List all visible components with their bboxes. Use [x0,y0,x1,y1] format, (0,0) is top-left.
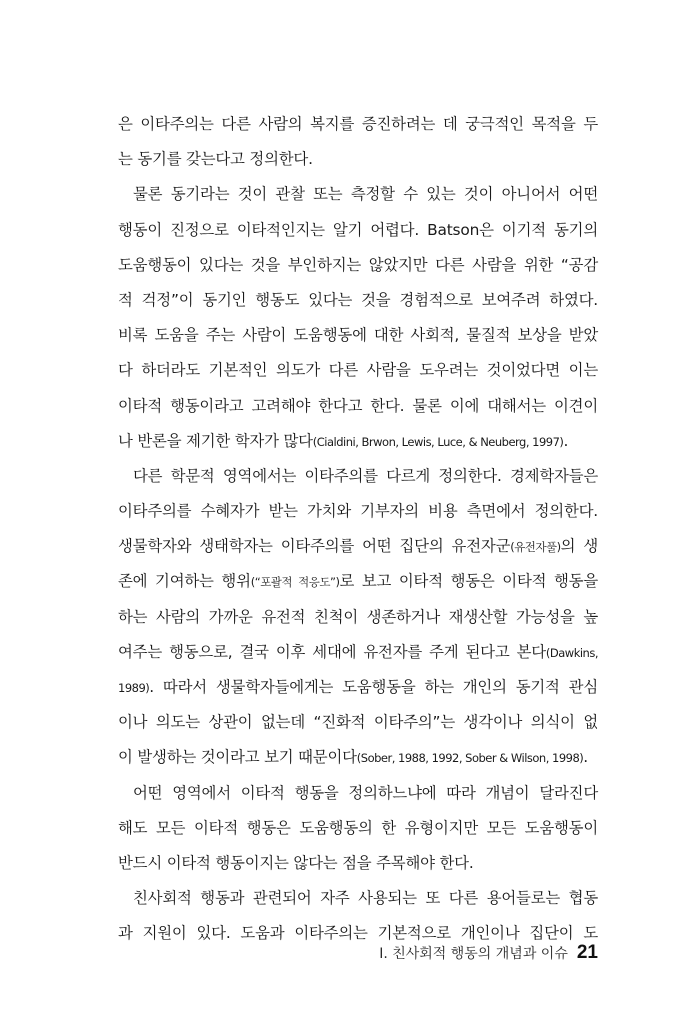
text-line: 이나 의도는 상관이 없는데 “진화적 이타주의”는 생각이나 의식이 없 [118,713,598,732]
body-text [118,107,598,952]
text-line: 생물학자와 생태학자는 이타주의를 어떤 집단의 유전자군(유전자풀)의 생 [118,537,598,556]
page-footer [379,942,598,968]
text-line: 친사회적 행동과 관련되어 자주 사용되는 또 다른 용어들로는 협동 [133,889,598,908]
text-line: 도움행동이 있다는 것을 부인하지는 않았지만 다른 사람을 위한 “공감 [118,255,598,274]
text-line: 는 동기를 갖는다고 정의한다. [118,150,313,169]
text-line: 다른 학문적 영역에서는 이타주의를 다르게 정의한다. 경제학자들은 [133,466,598,485]
text-line: 어떤 영역에서 이타적 행동을 정의하느냐에 따라 개념이 달라진다 [133,783,598,802]
text-line: 해도 모든 이타적 행동은 도움행동의 한 유형이지만 모든 도움행동이 [118,818,598,837]
citation: (Dawkins, [545,645,598,660]
page-number: 21 [576,942,598,963]
text-line: 나 반론을 제기한 학자가 많다(Cialdini, Brwon, Lewis, Luce, & Neuberg, 1997). [118,431,569,450]
text-line: 이타주의를 수혜자가 받는 가치와 기부자의 비용 측면에서 정의한다. [118,502,598,521]
text-line: 적 걱정”이 동기인 행동도 있다는 것을 경험적으로 보여주려 하였다. [118,290,598,309]
text-line: 하는 사람의 가까운 유전적 친척이 생존하거나 재생산할 가능성을 높 [118,607,598,626]
running-chapter-title: I. 친사회적 행동의 개념과 이슈 [379,946,568,962]
text-line: 여주는 행동으로, 결국 이후 세대에 유전자를 주게 된다고 본다(Dawkins, [118,642,598,661]
text-line: 이타적 행동이라고 고려해야 한다고 한다. 물론 이에 대해서는 이견이 [118,396,598,415]
text-line: 과 지원이 있다. 도움과 이타주의는 기본적으로 개인이나 집단이 도 [118,924,598,943]
text-line: 1989). 따라서 생물학자들에게는 도움행동을 하는 개인의 동기적 관심 [118,678,598,696]
text-line: 이 발생하는 것이라고 보기 때문이다(Sober, 1988, 1992, Sober & Wilson, 1998). [118,748,588,767]
citation: (유전자풀) [510,540,561,555]
citation: (Sober, 1988, 1992, Sober & Wilson, 1998) [356,751,584,766]
citation: 1989) [118,681,150,695]
text-line: 비록 도움을 주는 사람이 도움행동에 대한 사회적, 물질적 보상을 받았 [118,326,598,345]
text-line: 은 이타주의는 다른 사람의 복지를 증진하려는 데 궁극적인 목적을 두 [118,115,598,133]
text-line: 행동이 진정으로 이타적인지는 알기 어렵다. Batson은 이기적 동기의 [118,220,598,239]
text-line: 물론 동기라는 것이 관찰 또는 측정할 수 있는 것이 아니어서 어떤 [133,185,598,204]
text-line: 존에 기여하는 행위(“포괄적 적응도”)로 보고 이타적 행동은 이타적 행동을 [118,572,598,591]
citation: (“포괄적 적응도”) [250,575,340,590]
text-line: 반드시 이타적 행동이지는 않다는 점을 주목해야 한다. [118,853,474,872]
citation: (Cialdini, Brwon, Lewis, Luce, & Neuberg, 1997) [312,434,564,449]
text-line: 다 하더라도 기본적인 의도가 다른 사람을 도우려는 것이었다면 이는 [118,361,598,380]
